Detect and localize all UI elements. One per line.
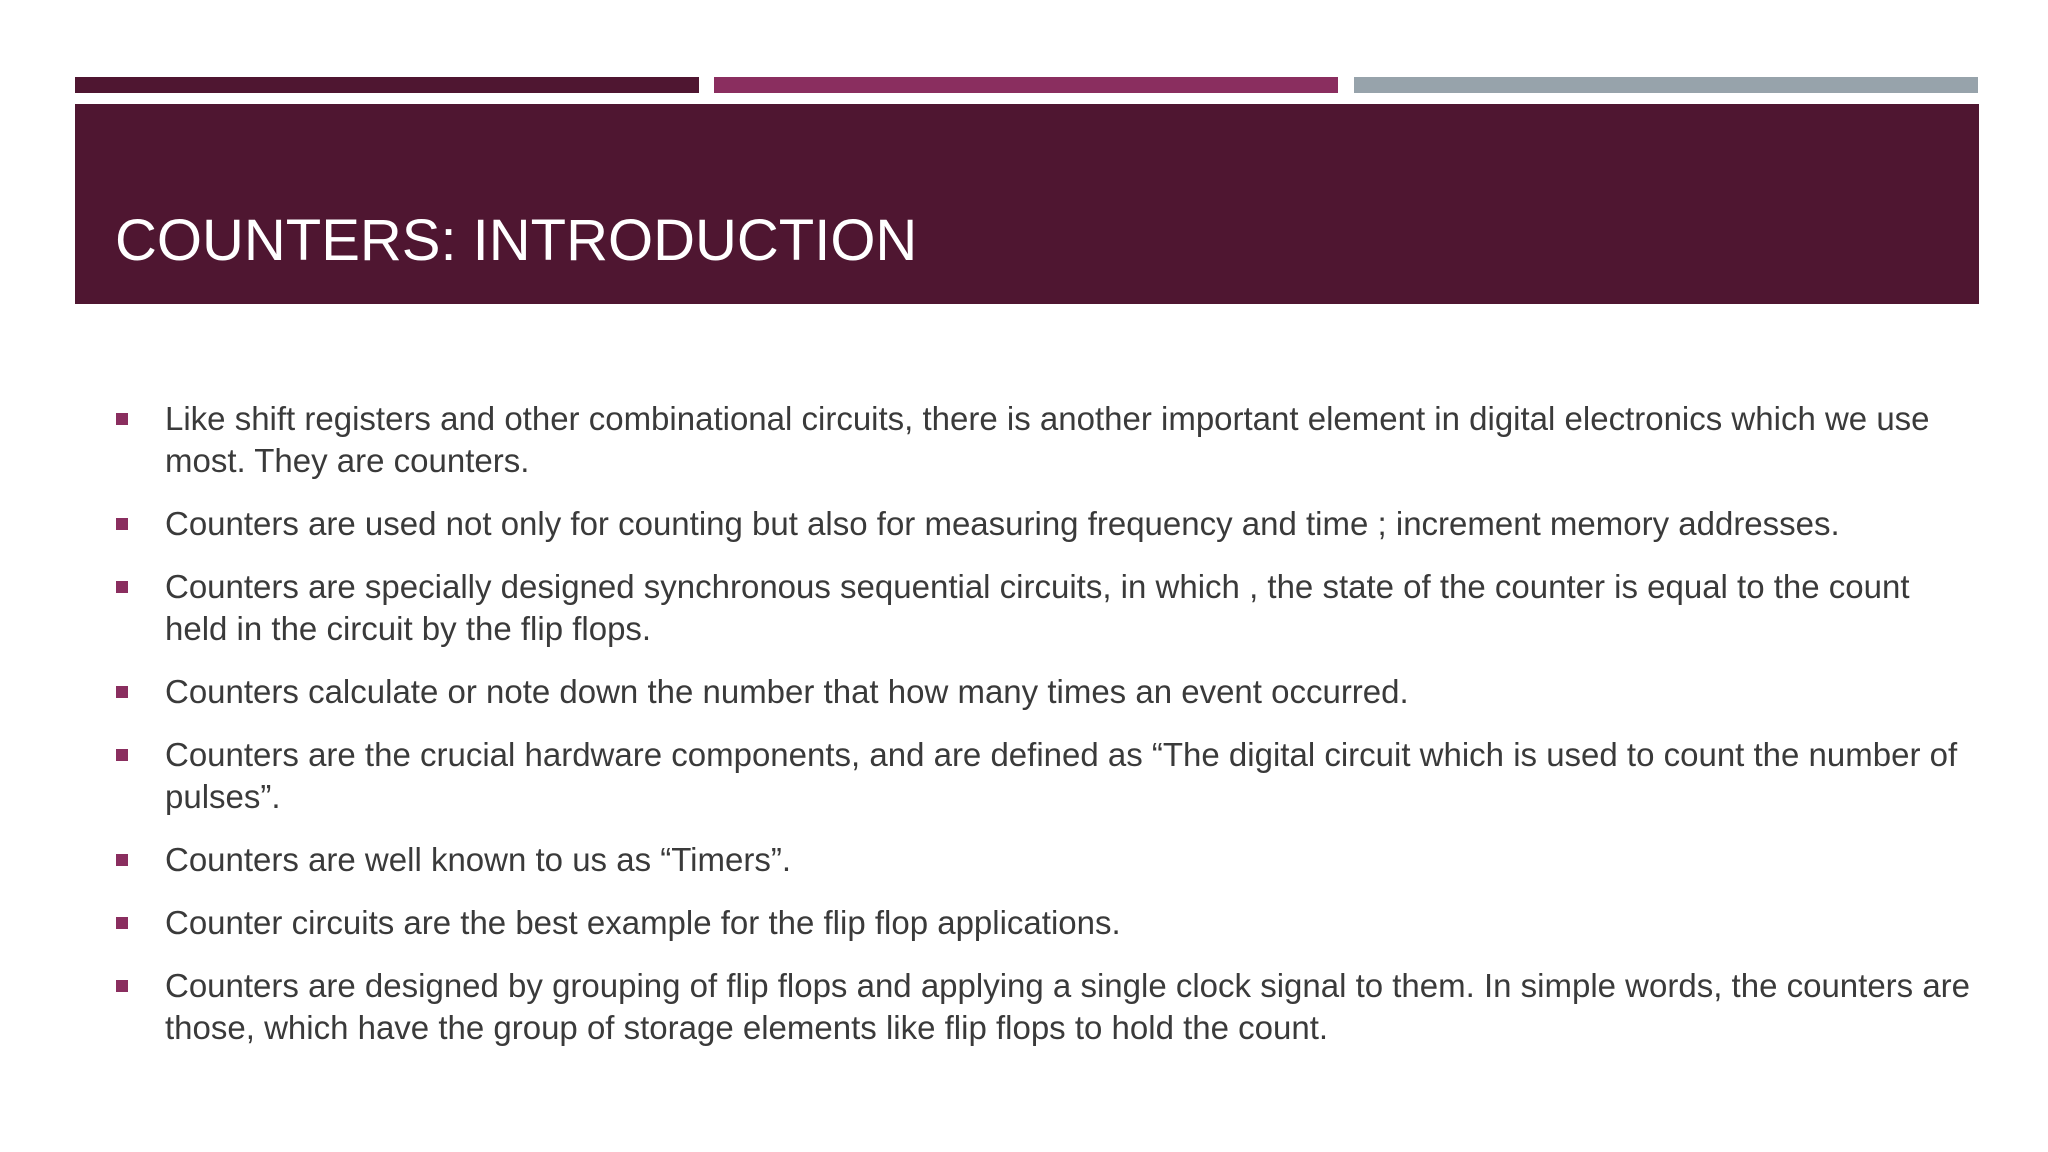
bullet-item <box>113 503 1973 545</box>
title-band <box>75 104 1979 304</box>
bullet-item <box>113 566 1973 650</box>
bullet-text: Counters are specially designed synchronous sequential circuits, in which , the state of the counter is equal to the count held in the circuit by the flip flops. <box>165 568 1910 647</box>
slide-title: COUNTERS: INTRODUCTION <box>115 208 918 273</box>
bullet-text: Counter circuits are the best example for the flip flop applications. <box>165 904 1121 941</box>
bullet-item <box>113 671 1973 713</box>
square-bullet-icon <box>116 980 128 992</box>
bullet-text: Counters are well known to us as “Timers”. <box>165 841 791 878</box>
bullet-text: Counters calculate or note down the number that how many times an event occurred. <box>165 673 1409 710</box>
square-bullet-icon <box>116 854 128 866</box>
square-bullet-icon <box>116 917 128 929</box>
accent-bar-dark <box>75 77 699 93</box>
accent-bar-magenta <box>714 77 1338 93</box>
bullet-text: Counters are designed by grouping of flip flops and applying a single clock signal to them. In simple words, the counters are those, which have the group of storage elements like flip flops to hold the count. <box>165 967 1971 1046</box>
bullet-item <box>113 398 1973 482</box>
accent-bar-gray <box>1354 77 1978 93</box>
square-bullet-icon <box>116 749 128 761</box>
square-bullet-icon <box>116 581 128 593</box>
bullet-text: Counters are used not only for counting but also for measuring frequency and time ; increment memory addresses. <box>165 505 1840 542</box>
bullet-item <box>113 965 1973 1049</box>
bullet-item <box>113 734 1973 818</box>
square-bullet-icon <box>116 518 128 530</box>
bullet-list <box>113 398 1973 1070</box>
bullet-text: Like shift registers and other combinational circuits, there is another important element in digital electronics which we use most. They are counters. <box>165 400 1930 479</box>
square-bullet-icon <box>116 413 128 425</box>
bullet-text: Counters are the crucial hardware components, and are defined as “The digital circuit which is used to count the number of pulses”. <box>165 736 1958 815</box>
square-bullet-icon <box>116 686 128 698</box>
bullet-item <box>113 902 1973 944</box>
bullet-item <box>113 839 1973 881</box>
